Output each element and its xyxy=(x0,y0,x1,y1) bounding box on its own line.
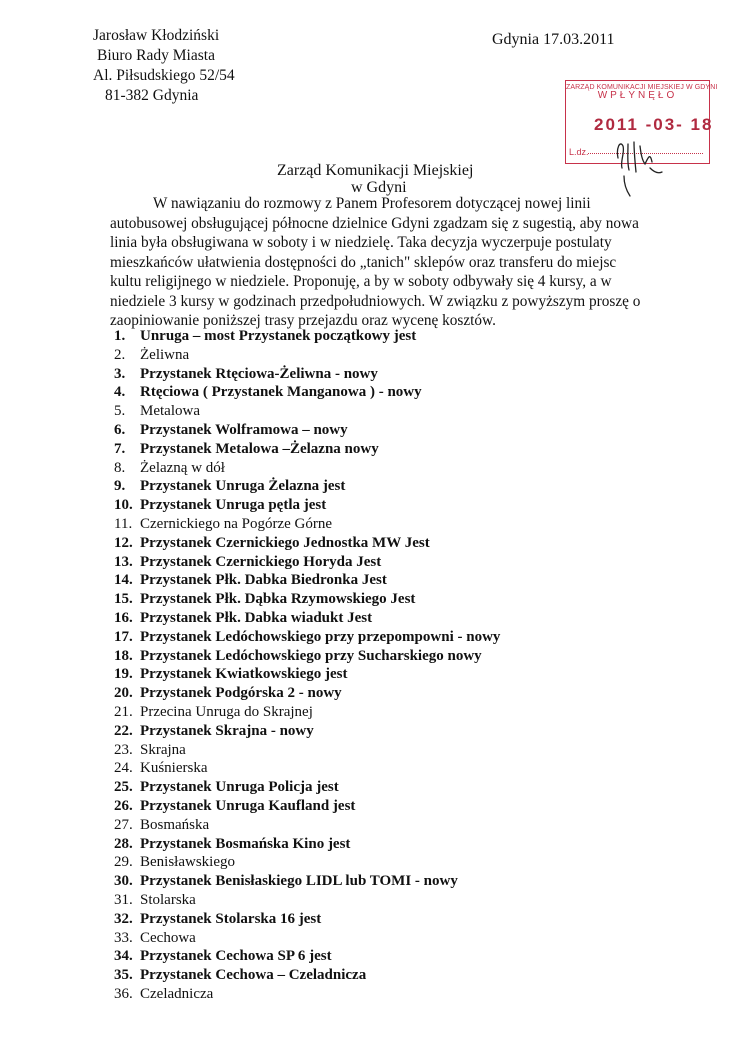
route-item-number: 36. xyxy=(114,985,133,1002)
route-list-item xyxy=(114,440,500,459)
route-list-item xyxy=(114,534,500,553)
route-list-item xyxy=(114,778,500,797)
route-list-item xyxy=(114,459,500,478)
route-item-number: 22. xyxy=(114,722,133,739)
route-item-text: Przystanek Płk. Dabka wiadukt Jest xyxy=(140,609,373,626)
route-item-text: Czeladnicza xyxy=(140,985,214,1002)
body-line: W nawiązaniu do rozmowy z Panem Profesorem dotyczącej nowej linii xyxy=(153,195,591,212)
route-list-item xyxy=(114,628,500,647)
route-list-item xyxy=(114,891,500,910)
route-item-text: Skrajna xyxy=(140,741,186,758)
route-item-text: Przystanek Benisłaskiego LIDL lub TOMI - nowy xyxy=(140,873,458,890)
route-item-number: 30. xyxy=(114,873,133,890)
route-item-text: Przystanek Płk. Dabka Biedronka Jest xyxy=(140,572,387,589)
route-item-text: Przystanek Cechowa – Czeladnicza xyxy=(140,967,367,984)
route-list-item xyxy=(114,985,500,1004)
route-item-number: 31. xyxy=(114,891,133,908)
route-item-text: Przystanek Stolarska 16 jest xyxy=(140,910,322,927)
route-list-item xyxy=(114,835,500,854)
route-list-item xyxy=(114,402,500,421)
route-item-number: 27. xyxy=(114,816,133,833)
route-item-number: 32. xyxy=(114,910,133,927)
route-item-number: 33. xyxy=(114,929,133,946)
route-item-number: 6. xyxy=(114,421,126,438)
recipient-line-1: Zarząd Komunikacji Miejskiej xyxy=(277,162,474,179)
route-list-item xyxy=(114,947,500,966)
route-item-number: 29. xyxy=(114,854,133,871)
route-item-text: Metalowa xyxy=(140,403,200,420)
route-item-number: 19. xyxy=(114,666,133,683)
letter-body xyxy=(110,194,700,331)
body-line: mieszkańców ułatwienia dostępności do „tanich" sklepów oraz transferu do miejsc xyxy=(110,253,617,271)
route-item-text: Przystanek Unruga Policja jest xyxy=(140,779,339,796)
route-item-number: 21. xyxy=(114,703,133,720)
route-item-number: 4. xyxy=(114,384,126,401)
sender-address xyxy=(93,26,235,106)
route-item-number: 25. xyxy=(114,779,133,796)
handwritten-signature xyxy=(590,118,700,198)
body-line: linia była obsługiwana w soboty i w niedzielę. Taka decyzja wyczerpuje postulaty xyxy=(110,234,612,251)
route-item-number: 34. xyxy=(114,948,133,965)
route-list-item xyxy=(114,759,500,778)
route-item-text: Przystanek Bosmańska Kino jest xyxy=(140,835,351,852)
route-item-text: Benisławskiego xyxy=(140,854,235,871)
route-item-number: 10. xyxy=(114,497,133,514)
route-item-text: Przystanek Unruga Żelazna jest xyxy=(140,478,346,495)
route-list-item xyxy=(114,383,500,402)
route-item-number: 24. xyxy=(114,760,133,777)
route-list-item xyxy=(114,553,500,572)
route-item-text: Przystanek Kwiatkowskiego jest xyxy=(140,666,348,683)
route-item-text: Unruga – most Przystanek początkowy jest xyxy=(140,328,417,344)
route-item-number: 9. xyxy=(114,478,126,495)
route-list xyxy=(114,327,500,1004)
route-item-text: Żelazną w dół xyxy=(140,459,225,476)
route-list-item xyxy=(114,684,500,703)
route-item-text: Przystanek Unruga pętla jest xyxy=(140,497,327,514)
route-list-item xyxy=(114,741,500,760)
route-item-text: Przystanek Cechowa SP 6 jest xyxy=(140,948,332,965)
route-list-item xyxy=(114,929,500,948)
route-list-item xyxy=(114,421,500,440)
route-list-item xyxy=(114,665,500,684)
route-list-item xyxy=(114,477,500,496)
route-item-text: Żeliwna xyxy=(140,346,190,363)
route-item-text: Przystanek Podgórska 2 - nowy xyxy=(140,685,342,702)
route-list-item xyxy=(114,515,500,534)
route-item-number: 12. xyxy=(114,534,133,551)
sender-postal: 81-382 Gdynia xyxy=(105,87,199,104)
stamp-date: 2011 -03- 18 xyxy=(594,115,714,134)
route-item-text: Czernickiego na Pogórze Górne xyxy=(140,515,333,532)
route-item-text: Przystanek Unruga Kaufland jest xyxy=(140,797,356,814)
route-list-item xyxy=(114,327,500,346)
route-list-item xyxy=(114,910,500,929)
body-line: zaopiniowanie poniższej trasy przejazdu oraz wycenę kosztów. xyxy=(110,312,496,329)
route-item-text: Bosmańska xyxy=(140,816,210,833)
route-list-item xyxy=(114,647,500,666)
route-list-item xyxy=(114,496,500,515)
route-item-text: Kuśnierska xyxy=(140,760,208,777)
route-list-item xyxy=(114,365,500,384)
route-list-item xyxy=(114,872,500,891)
route-item-number: 13. xyxy=(114,553,133,570)
route-item-number: 8. xyxy=(114,459,126,476)
route-item-text: Przecina Unruga do Skrajnej xyxy=(140,703,313,720)
letter-date: Gdynia 17.03.2011 xyxy=(492,31,615,48)
route-item-text: Przystanek Metalowa –Żelazna nowy xyxy=(140,440,379,457)
recipient-line-2: w Gdyni xyxy=(351,179,407,196)
stamp-header: ZARZĄD KOMUNIKACJI MIEJSKIEJ W GDYNI xyxy=(566,84,718,91)
route-item-text: Przystanek Skrajna - nowy xyxy=(140,722,314,739)
route-list-item xyxy=(114,966,500,985)
stamp-ldz-label: L.dz. xyxy=(569,147,589,157)
route-item-number: 20. xyxy=(114,685,133,702)
route-item-text: Cechowa xyxy=(140,929,196,946)
route-list-item xyxy=(114,853,500,872)
route-list-item xyxy=(114,703,500,722)
route-item-text: Przystanek Czernickiego Horyda Jest xyxy=(140,553,382,570)
route-list-item xyxy=(114,816,500,835)
route-list-item xyxy=(114,590,500,609)
route-item-number: 26. xyxy=(114,797,133,814)
route-item-text: Przystanek Czernickiego Jednostka MW Jest xyxy=(140,534,430,551)
route-item-number: 16. xyxy=(114,609,133,626)
sender-office: Biuro Rady Miasta xyxy=(97,47,215,64)
route-item-number: 7. xyxy=(114,440,126,457)
route-item-number: 18. xyxy=(114,647,133,664)
route-item-text: Stolarska xyxy=(140,891,196,908)
route-item-number: 28. xyxy=(114,835,133,852)
body-line: niedziele 3 kursy w godzinach przedpołudniowych. W związku z powyższym proszę o xyxy=(110,292,641,310)
route-item-text: Przystanek Wolframowa – nowy xyxy=(140,421,348,438)
route-item-number: 11. xyxy=(114,515,133,532)
route-item-text: Przystanek Płk. Dąbka Rzymowskiego Jest xyxy=(140,591,416,608)
route-item-text: Przystanek Rtęciowa-Żeliwna - nowy xyxy=(140,365,378,382)
route-item-text: Rtęciowa ( Przystanek Manganowa ) - nowy xyxy=(140,384,422,401)
stamp-received-label: WPŁYNĘŁO xyxy=(597,90,678,101)
route-item-number: 17. xyxy=(114,628,133,645)
route-list-item xyxy=(114,571,500,590)
sender-name: Jarosław Kłodziński xyxy=(93,27,220,44)
route-list-item xyxy=(114,722,500,741)
route-item-text: Przystanek Ledóchowskiego przy przepompowni - nowy xyxy=(140,628,501,645)
route-list-item xyxy=(114,609,500,628)
route-item-number: 35. xyxy=(114,967,133,984)
body-line: kultu religijnego w niedziele. Proponuję, a by w soboty odbywały się 4 kursy, a w xyxy=(110,273,612,290)
route-item-number: 14. xyxy=(114,572,133,589)
route-list-item xyxy=(114,797,500,816)
body-line: autobusowej obsługującej północne dzielnice Gdyni zgadzam się z sugestią, aby nowa xyxy=(110,214,639,232)
sender-street: Al. Piłsudskiego 52/54 xyxy=(93,67,235,84)
route-item-number: 5. xyxy=(114,403,126,420)
route-item-number: 23. xyxy=(114,741,133,758)
route-item-text: Przystanek Ledóchowskiego przy Sucharskiego nowy xyxy=(140,647,482,664)
route-item-number: 1. xyxy=(114,328,126,344)
route-item-number: 3. xyxy=(114,365,126,382)
route-list-item xyxy=(114,346,500,365)
route-item-number: 15. xyxy=(114,591,133,608)
route-item-number: 2. xyxy=(114,346,126,363)
